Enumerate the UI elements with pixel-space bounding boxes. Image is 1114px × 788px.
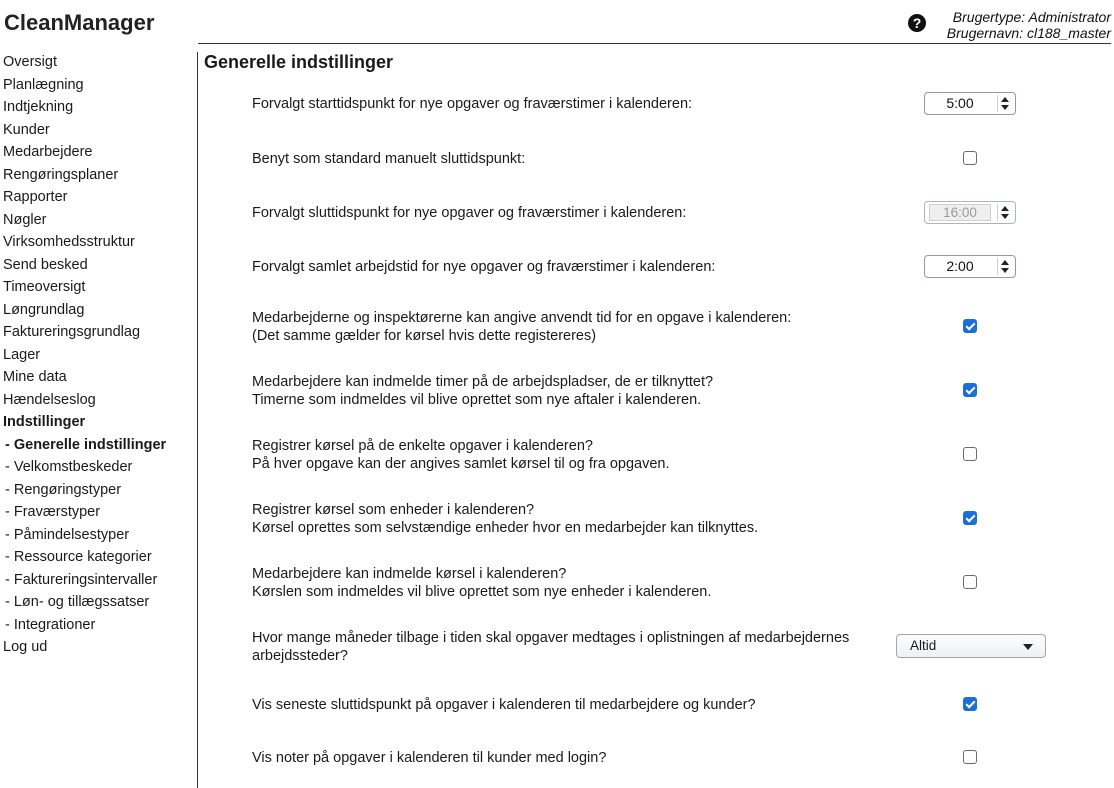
nav-mine-data[interactable]: Mine data <box>3 369 67 385</box>
report-hours-checkbox[interactable] <box>963 383 977 397</box>
nav-lon-og-tillaegssatser[interactable]: - Løn- og tillægssatser <box>5 594 150 610</box>
spinner-up-icon[interactable] <box>1001 260 1009 265</box>
spinner-arrows[interactable] <box>997 95 1013 112</box>
sidebar <box>3 52 193 660</box>
sidebar-divider <box>197 52 198 788</box>
setting-label: Forvalgt sluttidspunkt for nye opgaver og fraværstimer i kalenderen: <box>252 205 687 221</box>
nav-planlaegning[interactable]: Planlægning <box>3 76 84 93</box>
nav-log-ud[interactable]: Log ud <box>3 639 48 655</box>
setting-label: Medarbejdere kan indmelde kørsel i kalenderen? Kørslen som indmeldes vil blive oprettet som nye enheder i kalenderen. <box>252 566 712 600</box>
nav-rapporter[interactable]: Rapporter <box>3 189 68 205</box>
spinner-arrows[interactable] <box>997 258 1013 275</box>
user-info <box>947 9 1111 41</box>
nav-virksomhedsstruktur[interactable]: Virksomhedsstruktur <box>3 234 135 250</box>
nav-faktureringsgrundlag[interactable]: Faktureringsgrundlag <box>3 324 141 340</box>
setting-label: Vis seneste sluttidspunkt på opgaver i kalenderen til medarbejdere og kunder? <box>252 697 756 713</box>
user-type: Brugertype: Administrator <box>952 9 1111 25</box>
nav-indstillinger[interactable]: Indstillinger <box>3 414 86 430</box>
nav-generelle-indstillinger[interactable]: - Generelle indstillinger <box>5 436 167 453</box>
nav-oversigt[interactable]: Oversigt <box>3 54 57 70</box>
total-time-value[interactable]: 2:00 <box>946 258 974 274</box>
nav-pamindelsestyper[interactable]: - Påmindelsestyper <box>5 526 130 543</box>
spinner-up-icon[interactable] <box>1001 97 1009 102</box>
setting-label: Forvalgt samlet arbejdstid for nye opgaver og fraværstimer i kalenderen: <box>252 259 716 275</box>
setting-label: Medarbejderne og inspektørerne kan angive anvendt tid for en opgave i kalenderen: (Det samme gælder for kørsel hvis dette registereres) <box>252 310 792 344</box>
report-driving-checkbox[interactable] <box>963 575 977 589</box>
spinner-down-icon[interactable] <box>1001 105 1009 110</box>
setting-label: Registrer kørsel på de enkelte opgaver i kalenderen? På hver opgave kan der angives samlet kørsel til og fra opgaven. <box>252 438 670 472</box>
manual-end-time-checkbox[interactable] <box>963 151 977 165</box>
header-divider <box>198 43 1111 44</box>
register-driving-units-checkbox[interactable] <box>963 511 977 525</box>
help-icon[interactable]: ? <box>908 14 926 32</box>
start-time-spinner[interactable] <box>924 92 1016 115</box>
setting-label: Medarbejdere kan indmelde timer på de arbejdspladser, de er tilknyttet? Timerne som indmeldes vil blive oprettet som nye aftaler i kalenderen. <box>252 374 714 408</box>
nav-lager[interactable]: Lager <box>3 346 41 363</box>
setting-label: Benyt som standard manuelt sluttidspunkt: <box>252 151 526 167</box>
nav-indtjekning[interactable]: Indtjekning <box>3 99 74 115</box>
nav-haendelseslog[interactable]: Hændelseslog <box>3 391 96 408</box>
spinner-arrows[interactable] <box>997 204 1013 221</box>
used-time-checkbox[interactable] <box>963 319 977 333</box>
nav-ressource-kategorier[interactable]: - Ressource kategorier <box>5 549 152 565</box>
start-time-value[interactable]: 5:00 <box>946 95 974 111</box>
setting-label: Forvalgt starttidspunkt for nye opgaver og fraværstimer i kalenderen: <box>252 96 693 112</box>
spinner-up-icon[interactable] <box>1001 206 1009 211</box>
register-driving-tasks-checkbox[interactable] <box>963 447 977 461</box>
setting-label: Hvor mange måneder tilbage i tiden skal opgaver medtages i oplistningen af medarbejdernes arbejdssteder? <box>252 630 850 664</box>
nav-integrationer[interactable]: - Integrationer <box>5 616 96 633</box>
show-notes-checkbox[interactable] <box>963 750 977 764</box>
nav-timeoversigt[interactable]: Timeoversigt <box>3 279 86 295</box>
nav-longrundlag[interactable]: Løngrundlag <box>3 301 85 318</box>
page-title: Generelle indstillinger <box>204 52 394 72</box>
spinner-down-icon[interactable] <box>1001 214 1009 219</box>
show-latest-end-time-checkbox[interactable] <box>963 697 977 711</box>
end-time-value[interactable]: 16:00 <box>929 204 991 221</box>
setting-label: Registrer kørsel som enheder i kalenderen? Kørsel oprettes som selvstændige enheder hvor en medarbejder kan tilknyttes. <box>252 502 759 536</box>
chevron-down-icon[interactable] <box>1023 644 1033 650</box>
end-time-spinner[interactable] <box>924 201 1016 224</box>
nav-velkomstbeskeder[interactable]: - Velkomstbeskeder <box>5 459 133 475</box>
nav-send-besked[interactable]: Send besked <box>3 256 88 273</box>
months-back-select[interactable] <box>896 634 1046 658</box>
spinner-down-icon[interactable] <box>1001 268 1009 273</box>
user-name: Brugernavn: cl188_master <box>946 25 1111 41</box>
nav-medarbejdere[interactable]: Medarbejdere <box>3 144 93 160</box>
setting-label: Vis noter på opgaver i kalenderen til kunder med login? <box>252 750 607 766</box>
app-title: CleanManager <box>4 10 155 35</box>
nav-rengoringstyper[interactable]: - Rengøringstyper <box>5 481 122 498</box>
nav-fravaerstyper[interactable]: - Fraværstyper <box>5 504 101 520</box>
nav-nogler[interactable]: Nøgler <box>3 211 47 228</box>
total-time-spinner[interactable] <box>924 255 1016 278</box>
nav-rengoringsplaner[interactable]: Rengøringsplaner <box>3 166 119 183</box>
nav-kunder[interactable]: Kunder <box>3 121 50 138</box>
months-back-value[interactable]: Altid <box>910 638 937 653</box>
nav-faktureringsintervaller[interactable]: - Faktureringsintervaller <box>5 571 158 588</box>
